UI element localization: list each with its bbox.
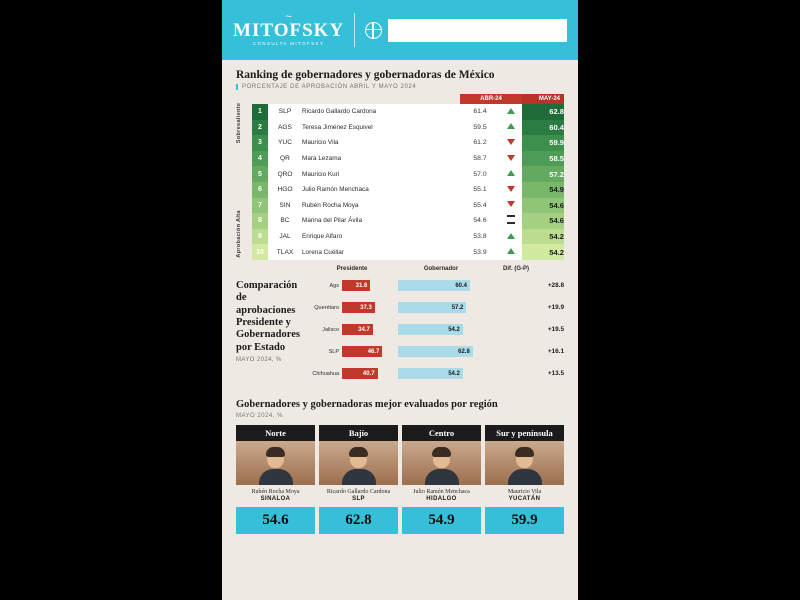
rank-position: 8 (252, 213, 268, 229)
trend-up-icon (507, 248, 515, 254)
rank-abr-value: 54.6 (460, 213, 500, 229)
trend-up-icon (507, 108, 515, 114)
ranking-table (252, 94, 564, 260)
trend-up-icon (507, 123, 515, 129)
rank-governor-name: Marina del Pilar Ávila (302, 213, 460, 229)
rank-governor-name: Ricardo Gallardo Cardona (302, 104, 460, 120)
rank-governor-name: Julio Ramón Menchaca (302, 182, 460, 198)
governor-photo (485, 441, 564, 485)
rank-state: TLAX (268, 244, 302, 260)
comparison-state: SLP (328, 348, 339, 355)
el-economista-name: EL ECONOMISTA (388, 19, 567, 42)
rank-position: 1 (252, 104, 268, 120)
legend-presidente: Presidente (336, 265, 368, 272)
ranking-header-row (252, 94, 564, 104)
ranking-subtitle: PORCENTAJE DE APROBACIÓN ABRIL Y MAYO 2024 (236, 84, 564, 90)
comparison-gobernador-bar-wrap (398, 346, 520, 357)
comparison-gobernador-value: 54.2 (398, 368, 463, 379)
region-card[interactable] (402, 425, 481, 534)
comparison-state: Ags (329, 282, 339, 289)
rank-abr-value: 53.9 (460, 244, 500, 260)
comparison-title-block (236, 266, 303, 385)
mitofsky-logo (233, 13, 344, 47)
rank-trend (500, 151, 522, 167)
ranking-title-block (222, 60, 578, 94)
rank-trend (500, 135, 522, 151)
rank-governor-name: Rubén Rocha Moya (302, 198, 460, 214)
rank-may-value: 58.5 (522, 151, 564, 167)
region-governor-name: Julio Ramón Menchaca (413, 488, 470, 495)
rank-governor-name: Lorena Cuéllar (302, 244, 460, 260)
rank-position: 4 (252, 151, 268, 167)
rank-may-value: 54.2 (522, 244, 564, 260)
comparison-state: Querétaro (314, 304, 339, 311)
comparison-gobernador-value: 57.2 (398, 302, 466, 313)
comparison-row (309, 275, 564, 297)
comparison-presidente-bar-wrap (342, 302, 398, 313)
rank-state: SLP (268, 104, 302, 120)
swoosh-icon: ~ (285, 11, 292, 24)
region-score: 54.6 (236, 507, 315, 534)
region-card[interactable] (236, 425, 315, 534)
governor-photo (236, 441, 315, 485)
comparison-row (309, 297, 564, 319)
comparison-gobernador-value: 54.2 (398, 324, 463, 335)
rank-may-value: 54.2 (522, 229, 564, 245)
comparison-presidente-value: 46.7 (342, 346, 382, 357)
trend-down-icon (507, 201, 515, 207)
trend-down-icon (507, 155, 515, 161)
rank-state: QR (268, 151, 302, 167)
rank-may-value: 60.4 (522, 120, 564, 136)
comparison-legend (309, 266, 564, 275)
regions-row (222, 421, 578, 544)
ranking-title: Ranking de gobernadores y gobernadoras de México (236, 69, 495, 81)
rank-state: QRO (268, 166, 302, 182)
mitofsky-tagline: CONSULTA MITOFSKY (252, 41, 325, 47)
comparison-dif-value: +28.8 (547, 282, 564, 290)
table-row[interactable] (252, 198, 564, 214)
region-name: Bajío (319, 425, 398, 441)
rank-abr-value: 61.4 (460, 104, 500, 120)
rank-abr-value: 61.2 (460, 135, 500, 151)
comparison-presidente-value: 37.3 (342, 302, 375, 313)
comparison-gobernador-bar-wrap (398, 368, 520, 379)
column-header-may: MAY-24 (522, 94, 564, 104)
rank-trend (500, 244, 522, 260)
region-score: 59.9 (485, 507, 564, 534)
header-divider (354, 13, 355, 47)
comparison-gobernador-bar-wrap (398, 280, 520, 291)
comparison-title: Comparación de aprobaciones Presidente y Gobernadores por Estado (236, 279, 300, 353)
rank-abr-value: 58.7 (460, 151, 500, 167)
region-card[interactable] (319, 425, 398, 534)
region-state: SINALOA (260, 495, 291, 502)
legend-dif: Dif. (G-P) (503, 265, 529, 272)
rank-may-value: 57.2 (522, 166, 564, 182)
ranking-side-labels (236, 94, 252, 260)
legend-gobernador: Gobernador (423, 265, 459, 272)
comparison-row (309, 363, 564, 385)
table-row[interactable] (252, 244, 564, 260)
comparison-dif-value: +16.1 (547, 348, 564, 356)
rank-position: 7 (252, 198, 268, 214)
governor-photo (402, 441, 481, 485)
comparison-subtitle: MAYO 2024, % (236, 357, 282, 364)
table-row[interactable] (252, 182, 564, 198)
trend-down-icon (507, 139, 515, 145)
rank-may-value: 59.9 (522, 135, 564, 151)
rank-abr-value: 55.1 (460, 182, 500, 198)
rank-position: 9 (252, 229, 268, 245)
comparison-presidente-bar-wrap (342, 280, 398, 291)
table-row[interactable] (252, 229, 564, 245)
region-name: Centro (402, 425, 481, 441)
rank-position: 6 (252, 182, 268, 198)
rank-position: 2 (252, 120, 268, 136)
header-bar (222, 0, 578, 60)
table-row[interactable] (252, 135, 564, 151)
rank-governor-name: Teresa Jiménez Esquivel (302, 120, 460, 136)
regions-subtitle: MAYO 2024, % (236, 412, 283, 419)
rank-trend (500, 104, 522, 120)
regions-title-block (222, 391, 578, 421)
table-row[interactable] (252, 120, 564, 136)
comparison-gobernador-bar-wrap (398, 324, 520, 335)
comparison-state: Jalisco (322, 326, 339, 333)
rank-state: JAL (268, 229, 302, 245)
rank-state: HGO (268, 182, 302, 198)
rank-position: 10 (252, 244, 268, 260)
rank-may-value: 54.6 (522, 213, 564, 229)
region-score: 54.9 (402, 507, 481, 534)
rank-position: 5 (252, 166, 268, 182)
rank-position: 3 (252, 135, 268, 151)
comparison-gobernador-value: 62.8 (398, 346, 473, 357)
regions-title: Gobernadores y gobernadoras mejor evaluados por región (236, 398, 498, 410)
rank-governor-name: Mauricio Kuri (302, 166, 460, 182)
trend-equal-icon (507, 215, 515, 224)
region-governor-name: Ricardo Gallardo Cardona (326, 488, 391, 495)
region-governor-name: Mauricio Vila (507, 488, 542, 495)
rank-governor-name: Enrique Alfaro (302, 229, 460, 245)
comparison-row (309, 319, 564, 341)
rank-state: BC (268, 213, 302, 229)
comparison-presidente-value: 31.6 (342, 280, 370, 291)
rank-trend (500, 166, 522, 182)
rank-may-value: 54.9 (522, 182, 564, 198)
column-header-abr: ABR-24 (460, 94, 522, 104)
table-row[interactable] (252, 213, 564, 229)
region-governor-name: Rubén Rocha Moya (251, 488, 300, 495)
region-state: YUCATÁN (508, 495, 541, 502)
governor-photo (319, 441, 398, 485)
comparison-presidente-value: 40.7 (342, 368, 378, 379)
table-row[interactable] (252, 104, 564, 120)
comparison-chart (309, 266, 564, 385)
trend-up-icon (507, 170, 515, 176)
rank-abr-value: 59.5 (460, 120, 500, 136)
rank-state: YUC (268, 135, 302, 151)
comparison-dif-value: +13.5 (547, 370, 564, 378)
globe-icon (365, 22, 382, 39)
region-state: HIDALGO (426, 495, 457, 502)
rank-state: SIN (268, 198, 302, 214)
ranking-section (222, 94, 578, 260)
region-score: 62.8 (319, 507, 398, 534)
rank-may-value: 54.6 (522, 198, 564, 214)
rank-abr-value: 55.4 (460, 198, 500, 214)
mitofsky-name: MITOFSKY (233, 20, 345, 42)
trend-down-icon (507, 186, 515, 192)
comparison-section (222, 260, 578, 391)
rank-abr-value: 57.0 (460, 166, 500, 182)
comparison-dif-value: +19.9 (547, 304, 564, 312)
region-name: Norte (236, 425, 315, 441)
infographic-sheet (222, 0, 578, 600)
rank-abr-value: 53.8 (460, 229, 500, 245)
rank-may-value: 62.8 (522, 104, 564, 120)
side-label-aprobacion-alta: Aprobación Alta (236, 210, 242, 258)
region-state: SLP (352, 495, 365, 502)
comparison-gobernador-value: 60.4 (398, 280, 470, 291)
comparison-gobernador-bar-wrap (398, 302, 520, 313)
rank-governor-name: Mara Lezama (302, 151, 460, 167)
rank-trend (500, 120, 522, 136)
region-card[interactable] (485, 425, 564, 534)
comparison-row (309, 341, 564, 363)
trend-up-icon (507, 233, 515, 239)
rank-trend (500, 229, 522, 245)
comparison-presidente-value: 34.7 (342, 324, 373, 335)
comparison-state: Chihuahua (312, 370, 339, 377)
comparison-presidente-bar-wrap (342, 324, 398, 335)
el-economista-logo (365, 19, 567, 42)
rank-trend (500, 198, 522, 214)
comparison-presidente-bar-wrap (342, 346, 398, 357)
rank-trend (500, 213, 522, 229)
side-label-sobresaliente: Sobresaliente (236, 102, 242, 144)
rank-state: AGS (268, 120, 302, 136)
rank-trend (500, 182, 522, 198)
rank-governor-name: Mauricio Vila (302, 135, 460, 151)
comparison-dif-value: +19.5 (547, 326, 564, 334)
table-row[interactable] (252, 166, 564, 182)
region-name: Sur y península (485, 425, 564, 441)
table-row[interactable] (252, 151, 564, 167)
comparison-presidente-bar-wrap (342, 368, 398, 379)
